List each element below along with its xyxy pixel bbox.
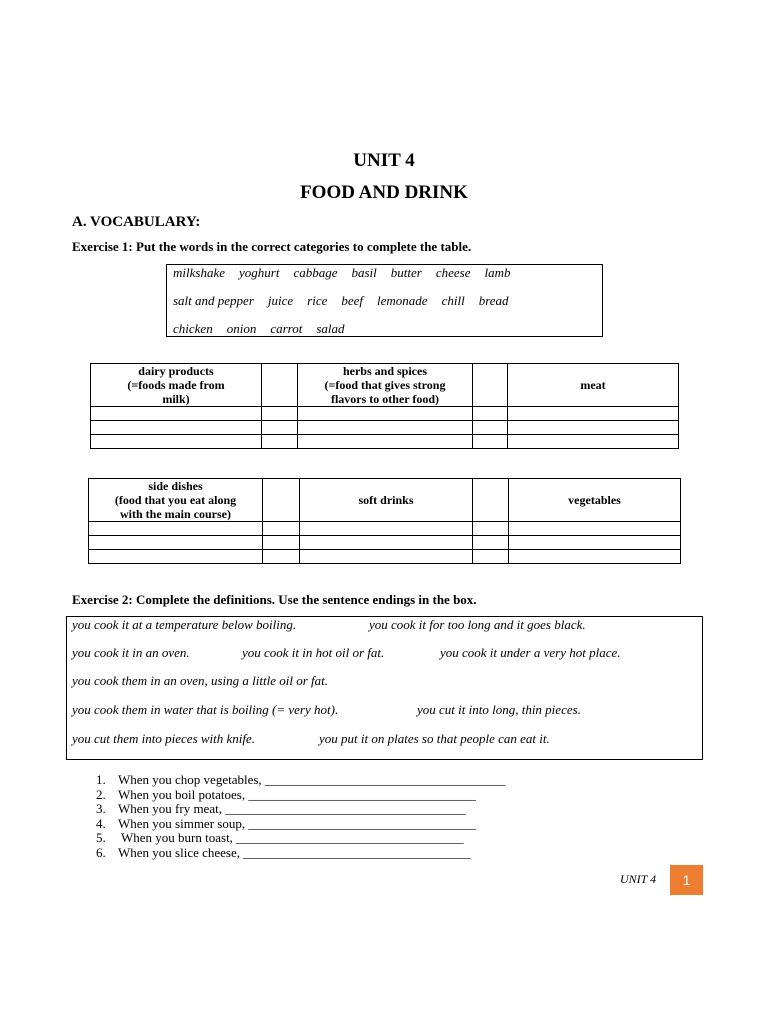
answer-cell[interactable] bbox=[263, 536, 300, 550]
word: lamb bbox=[484, 265, 511, 280]
question-number: 2. bbox=[96, 786, 106, 802]
answer-cell[interactable] bbox=[298, 421, 473, 435]
answer-cell[interactable] bbox=[89, 522, 263, 536]
header-herbs-and-spices: herbs and spices (=food that gives strong flavors to other food) bbox=[298, 364, 473, 407]
answer-cell[interactable] bbox=[89, 536, 263, 550]
answer-row bbox=[89, 550, 681, 564]
word: basil bbox=[351, 265, 377, 280]
sentence-endings-box bbox=[66, 616, 703, 760]
answer-cell[interactable] bbox=[300, 522, 473, 536]
blank-cell bbox=[473, 479, 509, 522]
sentence-ending: you cut them into pieces with knife. bbox=[72, 731, 256, 746]
topic-title: FOOD AND DRINK bbox=[300, 182, 468, 203]
answer-cell[interactable] bbox=[509, 536, 681, 550]
page-number-badge: 1 bbox=[670, 865, 703, 895]
word: butter bbox=[390, 265, 422, 280]
question-text: When you slice cheese, ___________________________________ bbox=[118, 844, 471, 860]
answer-cell[interactable] bbox=[508, 435, 679, 449]
word-line bbox=[173, 293, 523, 309]
answer-row bbox=[91, 435, 679, 449]
sentence-ending: you cook it in an oven. bbox=[72, 645, 190, 660]
unit-title: UNIT 4 bbox=[353, 150, 415, 171]
word: onion bbox=[226, 321, 257, 336]
answer-cell[interactable] bbox=[262, 421, 298, 435]
answer-cell[interactable] bbox=[509, 550, 681, 564]
answer-cell[interactable] bbox=[509, 522, 681, 536]
endings-line bbox=[72, 731, 550, 747]
question-item[interactable] bbox=[96, 773, 505, 788]
answer-cell[interactable] bbox=[298, 407, 473, 421]
word: yoghurt bbox=[238, 265, 280, 280]
answer-cell[interactable] bbox=[300, 550, 473, 564]
question-item[interactable] bbox=[96, 802, 505, 817]
answer-row bbox=[89, 536, 681, 550]
endings-line bbox=[72, 702, 581, 718]
word: chicken bbox=[173, 321, 213, 336]
question-text: When you boil potatoes, ___________________________________ bbox=[118, 786, 476, 802]
category-table-1 bbox=[90, 363, 679, 449]
word: salt and pepper bbox=[173, 293, 254, 308]
question-number: 1. bbox=[96, 772, 106, 787]
answer-cell[interactable] bbox=[263, 522, 300, 536]
answer-cell[interactable] bbox=[473, 550, 509, 564]
answer-cell[interactable] bbox=[473, 536, 509, 550]
answer-cell[interactable] bbox=[473, 522, 509, 536]
answer-cell[interactable] bbox=[473, 421, 508, 435]
header-meat: meat bbox=[508, 364, 679, 407]
answer-row bbox=[89, 522, 681, 536]
header-dairy-products: dairy products (=foods made from milk) bbox=[91, 364, 262, 407]
endings-line bbox=[72, 645, 621, 661]
blank-cell bbox=[263, 479, 300, 522]
question-item[interactable] bbox=[96, 831, 505, 846]
answer-cell[interactable] bbox=[473, 407, 508, 421]
sentence-ending: you cook it at a temperature below boiling. bbox=[72, 617, 297, 632]
sentence-ending: you cook it in hot oil or fat. bbox=[242, 645, 385, 660]
answer-cell[interactable] bbox=[262, 407, 298, 421]
category-table-2 bbox=[88, 478, 681, 564]
blank-cell bbox=[262, 364, 298, 407]
exercise2-instruction: Exercise 2: Complete the definitions. Use the sentence endings in the box. bbox=[72, 592, 477, 607]
sentence-ending: you cook it under a very hot place. bbox=[440, 645, 621, 660]
sentence-ending: you cook it for too long and it goes black. bbox=[369, 617, 586, 632]
blank-cell bbox=[473, 364, 508, 407]
question-number: 5. bbox=[96, 830, 106, 845]
question-text: When you simmer soup, ___________________________________ bbox=[118, 815, 476, 831]
answer-row bbox=[91, 407, 679, 421]
sentence-ending: you put it on plates so that people can eat it. bbox=[319, 731, 550, 746]
question-text: When you chop vegetables, _____________________________________ bbox=[118, 772, 506, 787]
word: bread bbox=[478, 293, 509, 308]
question-number: 3. bbox=[96, 801, 106, 816]
word: beef bbox=[341, 293, 364, 308]
sentence-ending: you cook them in an oven, using a little oil or fat. bbox=[72, 673, 328, 688]
exercise1-instruction: Exercise 1: Put the words in the correct categories to complete the table. bbox=[72, 239, 472, 254]
sentence-ending: you cut it into long, thin pieces. bbox=[417, 702, 581, 717]
question-text: When you fry meat, _____________________________________ bbox=[118, 801, 466, 816]
word: cheese bbox=[435, 265, 471, 280]
question-text: When you burn toast, ___________________________________ bbox=[118, 830, 464, 845]
question-item[interactable] bbox=[96, 846, 505, 861]
answer-cell[interactable] bbox=[508, 421, 679, 435]
endings-line bbox=[72, 617, 586, 633]
word: carrot bbox=[270, 321, 303, 336]
header-vegetables: vegetables bbox=[509, 479, 681, 522]
footer-unit-label: UNIT 4 bbox=[620, 872, 657, 886]
header-side-dishes: side dishes (food that you eat along with the main course) bbox=[89, 479, 263, 522]
section-heading: A. VOCABULARY: bbox=[72, 214, 201, 230]
question-item[interactable] bbox=[96, 817, 505, 832]
definition-questions bbox=[96, 773, 505, 860]
answer-cell[interactable] bbox=[89, 550, 263, 564]
word: rice bbox=[307, 293, 328, 308]
answer-cell[interactable] bbox=[298, 435, 473, 449]
sentence-ending: you cook them in water that is boiling (= very hot). bbox=[72, 702, 339, 717]
word: milkshake bbox=[173, 265, 225, 280]
answer-cell[interactable] bbox=[263, 550, 300, 564]
question-item[interactable] bbox=[96, 788, 505, 803]
answer-row bbox=[91, 421, 679, 435]
word-line bbox=[173, 265, 524, 281]
word-bank bbox=[166, 264, 603, 337]
answer-cell[interactable] bbox=[473, 435, 508, 449]
word: salad bbox=[316, 321, 345, 336]
answer-cell[interactable] bbox=[91, 407, 262, 421]
answer-cell[interactable] bbox=[91, 435, 262, 449]
word: cabbage bbox=[293, 265, 338, 280]
question-number: 4. bbox=[96, 815, 106, 831]
question-number: 6. bbox=[96, 844, 106, 860]
word-line bbox=[173, 321, 359, 337]
answer-cell[interactable] bbox=[300, 536, 473, 550]
answer-cell[interactable] bbox=[508, 407, 679, 421]
endings-line bbox=[72, 673, 328, 689]
answer-cell[interactable] bbox=[262, 435, 298, 449]
answer-cell[interactable] bbox=[91, 421, 262, 435]
word: lemonade bbox=[377, 293, 428, 308]
header-soft-drinks: soft drinks bbox=[300, 479, 473, 522]
word: juice bbox=[267, 293, 294, 308]
word: chill bbox=[441, 293, 465, 308]
